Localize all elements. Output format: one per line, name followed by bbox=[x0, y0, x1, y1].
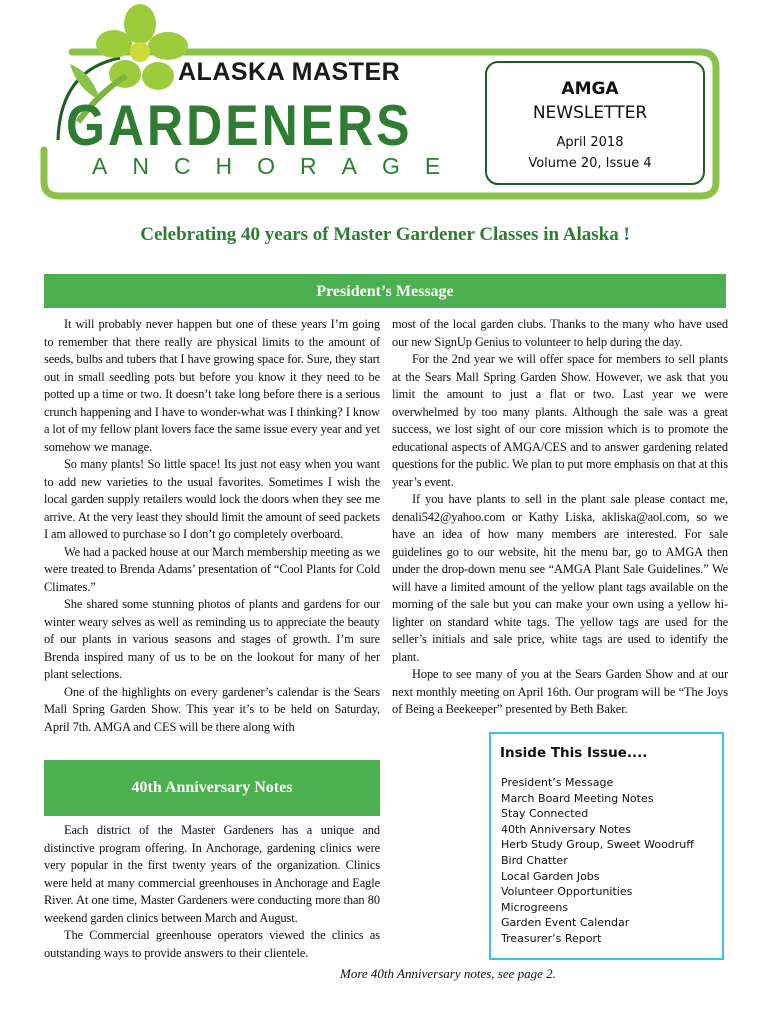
list-item: March Board Meeting Notes bbox=[501, 791, 654, 805]
list-item: President’s Message bbox=[501, 776, 614, 789]
presidents-message-heading: President’s Message bbox=[44, 274, 726, 308]
list-item: Garden Event Calendar bbox=[501, 916, 630, 930]
list-item: Stay Connected bbox=[501, 807, 589, 821]
paragraph: One of the highlights on every gardener’s calendar is the Sears Mall Spring Garden Show. This year it’s to be held on Saturday, April 7th. AMGA and CES will be there along with bbox=[44, 684, 380, 734]
paragraph: So many plants! So little space! Its just not easy when you want to add new varieties to the usual favorites. Sometimes I wish the local garden supply retailers would lock the doors when they see me arrive. At the very least they should limit the amount of seed packets I am allowed to purchase so I don’t go completely overboard. bbox=[44, 457, 380, 541]
logo-sub-text: ANCHORAGE bbox=[92, 153, 466, 179]
newsletter-label: NEWSLETTER bbox=[532, 103, 648, 123]
anniversary-notes-heading: 40th Anniversary Notes bbox=[44, 760, 380, 816]
inside-this-issue-box bbox=[489, 732, 724, 960]
list-item: Microgreens bbox=[501, 900, 569, 914]
paragraph: It will probably never happen but one of these years I’m going to remember that there really are physical limits to the amount of seeds, bulbs and tubers that I have growing space for. Sure, they start out in small seedling pots but before you know it they need to be potted up a time or two. It doesn’t take long before there is a serious crunch happening and I have to wonder-what was I thinking? I know a lot of my fellow plant lovers face the same issue every year and yet somehow we manage. bbox=[44, 317, 380, 454]
paragraph: She shared some stunning photos of plants and gardens for our winter weary selves as well as reminding us to appreciate the beauty of our plants in various seasons and stages of growth. I’m sure Brenda inspired many of us to be on the lookout for many of her plant selections. bbox=[44, 597, 380, 681]
list-item: 40th Anniversary Notes bbox=[501, 822, 631, 836]
paragraph: For the 2nd year we will offer space for members to sell plants at the Sears Mall Spring Garden Show. However, we ask that you limit the amount to just a flat or two. Last year we were overwhelmed by too many plants. Although the sale was a great success, we lost sight of our core mission which is to promote the educational aspects of AMGA/CES and to answer gardening related questions for the public. We plan to put more emphasis on that at this year’s event. bbox=[392, 352, 728, 489]
paragraph: Each district of the Master Gardeners has a unique and distinctive program offering. In Anchorage, gardening clinics were very popular in the first twenty years of the organization. Clinics were held at many commercial greenhouses in Anchorage and Eagle River. At one time, Master Gardeners were conducting more than 80 weekend garden clinics between March and August. bbox=[44, 823, 380, 925]
list-item: Bird Chatter bbox=[501, 853, 568, 867]
newsletter-date: April 2018 bbox=[556, 135, 624, 150]
president-left-column bbox=[44, 316, 380, 736]
newsletter-org: AMGA bbox=[561, 79, 619, 99]
paragraph: most of the local garden clubs. Thanks to the many who have used our new SignUp Genius to volunteer to help during the day. bbox=[392, 317, 728, 349]
list-item: Local Garden Jobs bbox=[501, 869, 600, 883]
anniversary-column bbox=[44, 822, 380, 962]
inside-list bbox=[501, 775, 694, 947]
list-item: Treasurer’s Report bbox=[501, 931, 602, 945]
logo-top-text: ALASKA MASTER bbox=[178, 58, 401, 86]
paragraph: We had a packed house at our March membership meeting as we were treated to Brenda Adams’ presentation of “Cool Plants for Cold Climates.” bbox=[44, 544, 380, 594]
list-item: Volunteer Opportunities bbox=[501, 885, 633, 899]
newsletter-volume: Volume 20, Issue 4 bbox=[528, 156, 652, 171]
anniversary-footnote: More 40th Anniversary notes, see page 2. bbox=[340, 966, 556, 981]
list-item: Herb Study Group, Sweet Woodruff bbox=[501, 838, 694, 852]
paragraph: Hope to see many of you at the Sears Garden Show and at our next monthly meeting on April 16th. Our program will be “The Joys of Being a Beekeeper” presented by Beth Baker. bbox=[392, 667, 728, 716]
paragraph: If you have plants to sell in the plant sale please contact me, denali542@yahoo.com or Kathy Liska, akliska@aol.com, so we have an idea of how many members are interested. For sale guidelines go to our website, hit the menu bar, go to AMGA then under the drop-down menu see “AMGA Plant Sale Guidelines.” We will have a limited amount of the yellow plant tags available on the morning of the sale but you can make your own using a yellow hi-lighter on standard white tags. The yellow tags are used for the seller’s initials and sale price, white tags are used to identify the plant. bbox=[392, 492, 728, 664]
headline: Celebrating 40 years of Master Gardener Classes in Alaska ! bbox=[140, 224, 630, 245]
president-right-column bbox=[392, 316, 728, 719]
inside-title: Inside This Issue.... bbox=[500, 745, 648, 761]
logo-main-text: GARDENERS bbox=[66, 93, 413, 158]
paragraph: The Commercial greenhouse operators viewed the clinics as outstanding ways to provide answers to their clientele. bbox=[44, 928, 380, 960]
